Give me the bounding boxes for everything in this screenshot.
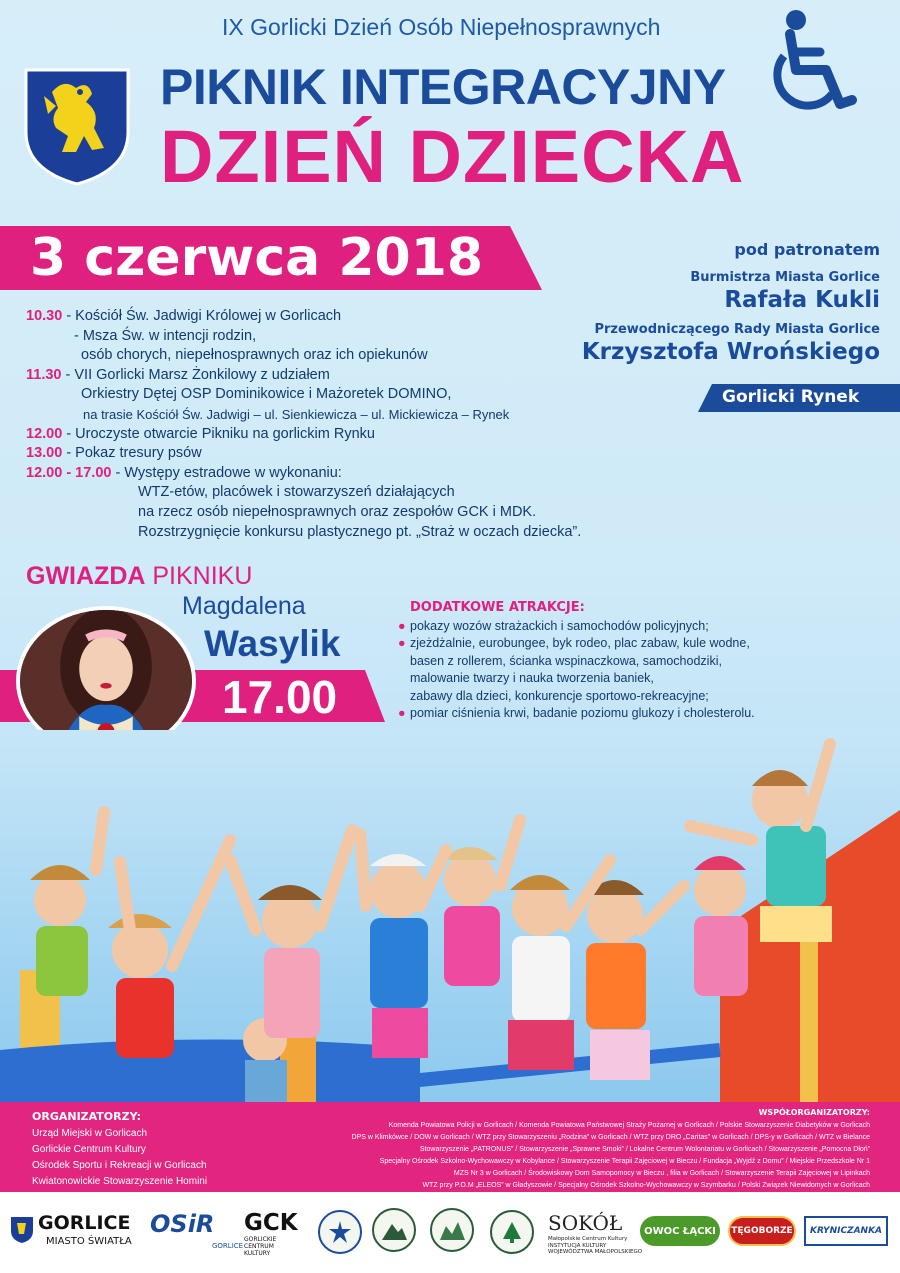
list-item: Stowarzyszenie „PATRONUS” / Stowarzyszenie „Sprawne Smoki” / Lokalne Centrum Wolontariatu w Gorlicach / Stowarzyszenie „Pomocna Dłoń” — [419, 1146, 870, 1153]
bullet-icon: ● — [398, 619, 406, 633]
list-item: DPS w Klimkówce / DOW w Gorlicach / WTZ przy Stowarzyszeniu „Rodzina” w Gorlicach / WTZ przy DRO „Caritas” w Gorlicach / DPS-y w Gorlicach / WTZ w Bielance — [351, 1134, 870, 1141]
star-time: 17.00 — [222, 671, 338, 723]
list-item: Gorlickie Centrum Kultury — [32, 1144, 146, 1155]
schedule-text: - Pokaz tresury psów — [62, 445, 202, 462]
schedule-time: 12.00 — [26, 425, 63, 442]
venue-label: Gorlicki Rynek — [722, 387, 860, 407]
pieninski-park-icon — [430, 1208, 474, 1252]
list-item: Specjalny Ośrodek Szkolno-Wychowawczy w Kobylance / Stowarzyszenie Terapii Zajęciowej w Bieczu / Fundacja „Wyjdź z Domu” / Miejskie Przedszkole Nr 1 — [379, 1158, 870, 1165]
bullet-icon: ● — [398, 636, 406, 651]
list-item: basen z rollerem, ścianka wspinaczkowa, samochodziki, — [410, 653, 722, 668]
star-first-name: Magdalena — [182, 592, 306, 620]
coorganizers-list — [352, 1120, 870, 1192]
patron-name-mayor: Rafała Kukli — [724, 287, 880, 313]
event-subtitle: IX Gorlicki Dzień Osób Niepełnosprawnych — [222, 14, 661, 40]
list-item: zabawy dla dzieci, konkurencje sportowo-rekreacyjne; — [410, 688, 709, 703]
lasy-panstwowe-icon — [490, 1210, 534, 1254]
schedule-row: Rozstrzygnięcie konkursu plastycznego pt. „Straż w oczach dziecka”. — [138, 523, 582, 540]
logo-osir: OSiR — [150, 1210, 215, 1238]
wheelchair-icon — [760, 8, 860, 120]
coat-of-arms-lion-icon — [22, 66, 132, 186]
schedule-row — [26, 425, 581, 445]
gorlice-crest-icon — [10, 1216, 34, 1244]
schedule-row — [26, 366, 581, 386]
schedule-row — [26, 444, 581, 464]
title-picnic: PIKNIK INTEGRACYJNY — [160, 59, 726, 115]
patron-role-council: Przewodniczącego Rady Miasta Gorlice — [594, 322, 880, 337]
children-photo — [0, 730, 900, 1102]
schedule-row: na trasie Kościół Św. Jadwigi – ul. Sienkiewicza – ul. Mickiewicza – Rynek — [83, 406, 510, 422]
schedule-row: - Msza Św. w intencji rodzin, — [74, 327, 257, 344]
patron-name-council: Krzysztofa Wrońskiego — [581, 339, 880, 365]
list-item: Ośrodek Sportu i Rekreacji w Gorlicach — [32, 1160, 207, 1171]
organizers-heading: ORGANIZATORZY: — [32, 1110, 142, 1123]
schedule-row: na rzecz osób niepełnosprawnych oraz zespołów GCK i MDK. — [138, 503, 537, 520]
list-item: ● pomiar ciśnienia krwi, badanie poziomu glukozy i cholesterolu. — [398, 705, 755, 722]
list-item: Komenda Powiatowa Policji w Gorlicach / Komenda Powiatowa Państwowej Straży Pożarnej w Gorlicach / Polskie Stowarzyszenie Diabetyków w Gorlicach — [388, 1122, 870, 1129]
schedule-text: - Uroczyste otwarcie Pikniku na gorlickim Rynku — [62, 425, 375, 442]
bullet-icon: ● — [398, 706, 406, 721]
schedule-text: - Występy estradowe w wykonaniu: — [111, 464, 342, 481]
logo-gck-sub: GORLICKIE CENTRUM KULTURY — [244, 1236, 277, 1257]
schedule-row — [26, 307, 581, 327]
star-last-name: Wasylik — [204, 623, 341, 664]
schedule-row: WTZ-etów, placówek i stowarzyszeń działających — [138, 484, 455, 501]
logo-tegoborze: TĘGOBORZE — [728, 1216, 796, 1246]
gorczanski-park-icon — [372, 1208, 416, 1252]
star-heading-rest: PIKNIKU — [145, 562, 253, 590]
logo-sokol-sub: Małopolskie Centrum Kultury INSTYTUCJA KULTURY WOJEWÓDZTWA MAŁOPOLSKIEGO — [548, 1236, 643, 1255]
schedule-text: - VII Gorlicki Marsz Żonkilowy z udziałem — [61, 366, 330, 383]
logo-kryniczanka: KRYNICZANKA — [804, 1216, 888, 1246]
schedule-row — [26, 464, 581, 484]
title-childrens-day: DZIEŃ DZIECKA — [160, 115, 745, 198]
organizers-list — [32, 1126, 207, 1190]
attractions-list — [398, 618, 755, 722]
coorganizers-heading: WSPÓŁORGANIZATORZY: — [758, 1108, 870, 1117]
logo-owoc-lacki: OWOC ŁĄCKI — [640, 1216, 720, 1246]
police-badge-icon — [318, 1210, 362, 1254]
event-date: 3 czerwca 2018 — [30, 228, 484, 288]
logo-gorlice: GORLICE — [38, 1212, 131, 1234]
schedule-time: 10.30 — [26, 308, 63, 324]
list-item: malowanie twarzy i nauka tworzenia baniek, — [410, 671, 654, 686]
attractions-heading: DODATKOWE ATRAKCJE: — [410, 600, 585, 615]
schedule-time: 12.00 - 17.00 — [26, 464, 112, 481]
logo-gorlice-sub: MIASTO ŚWIATŁA — [46, 1236, 132, 1247]
star-heading — [26, 562, 252, 591]
list-item: WTZ przy P.O.M „ELEOS” w Gładyszowie / Specjalny Ośrodek Szkolno-Wychowawczy w Szymbarku / Polski Związek Niewidomych w Gorlicach — [422, 1182, 870, 1189]
logo-gck: GCK — [244, 1210, 298, 1236]
list-item: Urząd Miejski w Gorlicach — [32, 1128, 148, 1139]
schedule-row: osób chorych, niepełnosprawnych oraz ich opiekunów — [81, 347, 428, 364]
schedule-text: - Kościół Św. Jadwigi Królowej w Gorlicach — [62, 308, 342, 324]
list-item: Kwiatonowickie Stowarzyszenie Homini — [32, 1176, 208, 1187]
schedule-time: 13.00 — [26, 445, 63, 462]
star-heading-bold: GWIAZDA — [26, 562, 146, 590]
list-item: ● zjeżdżalnie, eurobungee, byk rodeo, plac zabaw, kule wodne, — [398, 635, 755, 652]
list-item: ● pokazy wozów strażackich i samochodów policyjnych; — [398, 618, 755, 635]
list-item: MZS Nr 3 w Gorlicach / Środowiskowy Dom Samopomocy w Bieczu , filia w Gorlicach / Stowarzyszenie Terapii Zajęciowej w Lipinkach — [453, 1170, 870, 1177]
schedule-row: Orkiestry Dętej OSP Dominikowice i Mażoretek DOMINO, — [81, 386, 452, 403]
logo-sokol: SOKÓŁ — [548, 1211, 623, 1235]
schedule-time: 11.30 — [26, 366, 62, 383]
schedule — [26, 307, 581, 542]
patronage-heading: pod patronatem — [734, 240, 880, 259]
patron-role-mayor: Burmistrza Miasta Gorlice — [690, 270, 880, 285]
logo-osir-sub: GORLICE — [212, 1242, 244, 1250]
